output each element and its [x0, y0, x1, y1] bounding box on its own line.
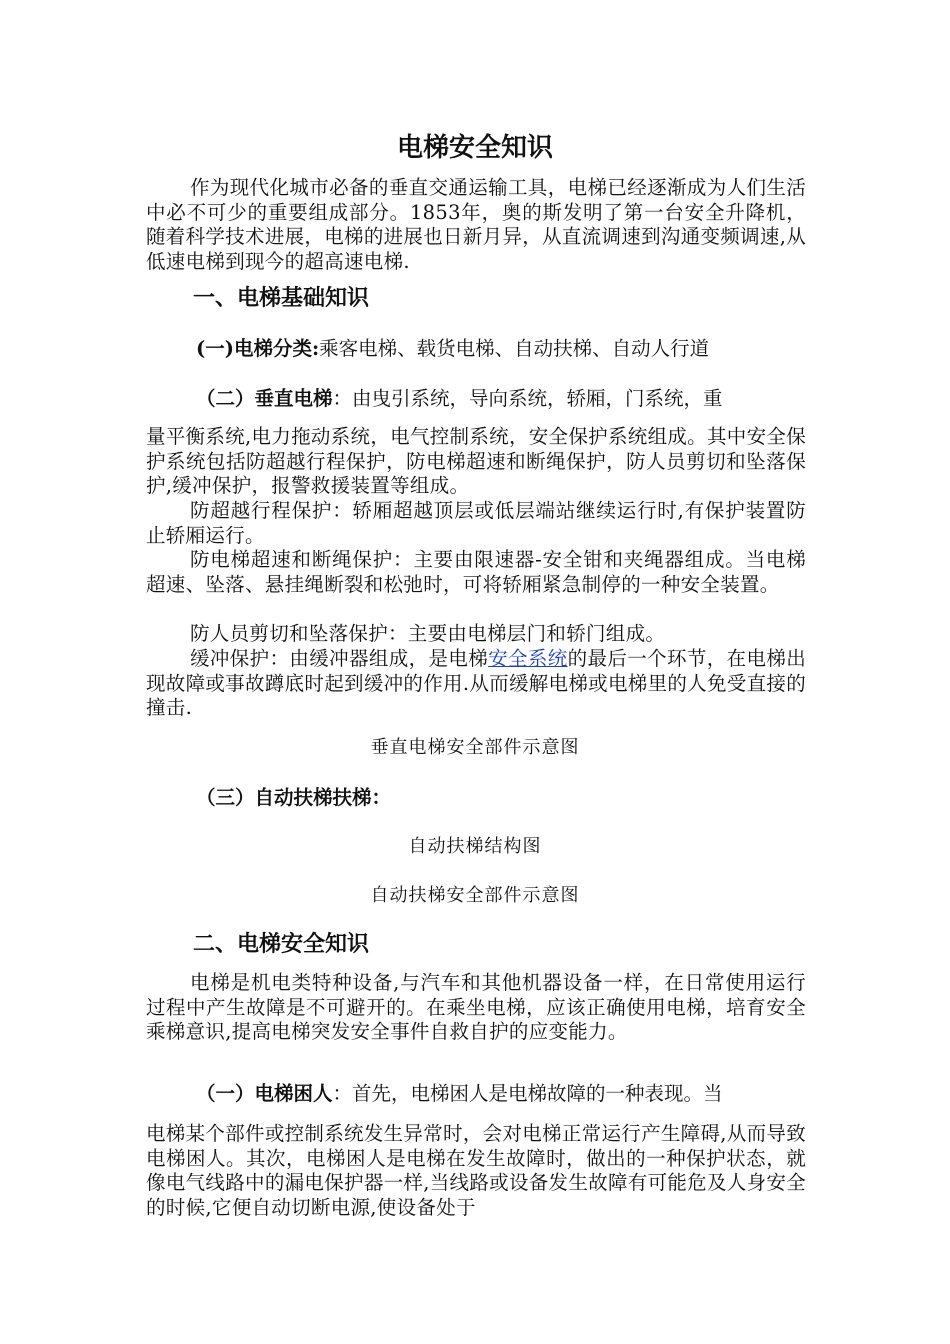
vertical-elevator-description: 量平衡系统,电力拖动系统，电气控制系统，安全保护系统组成。其中安全保护系统包括防超越行程保护，防电梯超速和断绳保护，防人员剪切和坠落保护,缓冲保护，报警救援装置等组成。 — [146, 425, 806, 497]
escalator-label: （三）自动扶梯扶梯： — [196, 786, 392, 809]
safety-system-link[interactable]: 安全系统 — [488, 647, 568, 670]
shear-fall-protection-paragraph: 防人员剪切和坠落保护：主要由电梯层门和轿门组成。 — [190, 622, 666, 645]
buffer-protection-paragraph — [146, 647, 806, 721]
section2-intro-paragraph: 电梯是机电类特种设备,与汽车和其他机器设备一样，在日常使用运行过程中产生故障是不可避开的。在乘坐电梯，应该正确使用电梯，培育安全乘梯意识,提高电梯突发安全事件自救自护的应变能力。 — [146, 971, 806, 1043]
buffer-text-before: 缓冲保护：由缓冲器组成，是电梯 — [190, 647, 489, 670]
trapped-description: 电梯某个部件或控制系统发生异常时，会对电梯正常运行产生障碍,从而导致电梯困人。其次，电梯困人是电梯在发生故障时，做出的一种保护状态，就像电气线路中的漏电保护器一样,当线路或设备发生故障有可能危及人身安全的时候,它便自动切断电源,使设备处于 — [146, 1122, 806, 1219]
buffer-text-after: 的最后一个环节，在电梯出现故障或事故蹲底时起到缓冲的作用.从而缓解电梯或电梯里的人免受直接的撞击. — [146, 647, 806, 719]
overtravel-protection-paragraph: 防超越行程保护：轿厢超越顶层或低层端站继续运行时,有保护装置防止轿厢运行。 — [146, 499, 806, 547]
trapped-first-line: ：首先，电梯困人是电梯故障的一种表现。当 — [332, 1082, 723, 1105]
elevator-classification — [196, 336, 709, 362]
section1-heading: 一、电梯基础知识 — [193, 286, 370, 311]
escalator-safety-caption: 自动扶梯安全部件示意图 — [370, 885, 580, 906]
trapped-line — [196, 1081, 723, 1107]
classification-text: 乘客电梯、载货电梯、自动扶梯、自动人行道 — [319, 337, 710, 360]
vertical-elevator-label: （二）垂直电梯 — [196, 387, 333, 410]
vertical-elevator-figure-caption: 垂直电梯安全部件示意图 — [370, 737, 580, 758]
escalator-structure-caption: 自动扶梯结构图 — [408, 836, 542, 857]
vertical-elevator-line — [196, 386, 723, 412]
escalator-line — [196, 785, 391, 811]
trapped-label: （一）电梯困人 — [196, 1082, 333, 1105]
document-title: 电梯安全知识 — [396, 133, 553, 163]
section2-heading: 二、电梯安全知识 — [193, 932, 370, 957]
classification-label: (一)电梯分类: — [196, 337, 320, 360]
vertical-elevator-first-line: ：由曳引系统，导向系统，轿厢，门系统，重 — [332, 387, 723, 410]
intro-paragraph: 作为现代化城市必备的垂直交通运输工具，电梯已经逐渐成为人们生活中必不可少的重要组成部分。1853年，奥的斯发明了第一台安全升降机，随着科学技术进展，电梯的进展也日新月异，从直流调速到沟通变频调速,从低速电梯到现今的超高速电梯. — [146, 176, 806, 273]
overspeed-protection-paragraph: 防电梯超速和断绳保护：主要由限速器-安全钳和夹绳器组成。当电梯超速、坠落、悬挂绳断裂和松弛时，可将轿厢紧急制停的一种安全装置。 — [146, 548, 806, 596]
